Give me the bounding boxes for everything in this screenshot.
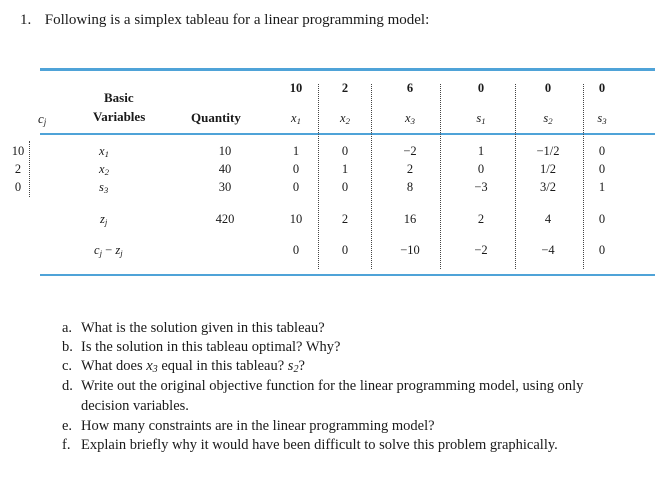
question-e: e. How many constraints are in the linear programming model? xyxy=(62,418,435,434)
row-basic-variable: $s_3$ xyxy=(99,180,109,195)
cell-x1: 0 xyxy=(292,180,300,194)
problem-text: Following is a simplex tableau for a linear programming model: xyxy=(44,12,430,28)
cell-s3: 0 xyxy=(598,144,606,158)
question-d: d. Write out the original objective function for the linear programming model, using only xyxy=(62,378,584,394)
zj-s3: 0 xyxy=(598,212,606,226)
question-f: f. Explain briefly why it would have been difficult to solve this problem graphically. xyxy=(62,437,558,453)
cell-s3: 0 xyxy=(598,162,606,176)
coef-s1: 0 xyxy=(477,81,485,95)
cz-x2: 0 xyxy=(341,243,349,257)
cz-x3: −10 xyxy=(400,243,420,257)
question-d-continued: decision variables. xyxy=(81,398,189,414)
col-header-s2: $s_2$ xyxy=(543,111,553,126)
problem-number: 1. xyxy=(20,12,32,28)
coef-x2: 2 xyxy=(341,81,349,95)
cj-minus-zj-label: $c_j - z_j$ xyxy=(94,243,123,258)
tableau-header-rule xyxy=(40,133,655,135)
col-header-s3: $s_3$ xyxy=(597,111,607,126)
row-cj: 2 xyxy=(14,162,22,176)
cz-s3: 0 xyxy=(598,243,606,257)
col-header-x2: $x_2$ xyxy=(340,111,350,126)
col-header-x1: $x_1$ xyxy=(291,111,301,126)
cell-x2: 0 xyxy=(341,180,349,194)
question-c: c. What does $x_3$ equal in this tableau? $s_2$? xyxy=(62,358,305,375)
zj-quantity: 420 xyxy=(215,212,235,226)
cell-s2: 1/2 xyxy=(540,162,556,176)
question-b: b. Is the solution in this tableau optimal? Why? xyxy=(62,339,341,355)
coef-x1: 10 xyxy=(289,81,303,95)
cell-s2: −1/2 xyxy=(536,144,560,158)
problem-statement xyxy=(20,12,429,29)
cell-s2: 3/2 xyxy=(540,180,556,194)
row-quantity: 40 xyxy=(218,162,232,176)
coef-x3: 6 xyxy=(406,81,414,95)
tableau-body-rule xyxy=(40,274,655,276)
cz-s1: −2 xyxy=(474,243,488,257)
cell-s1: 0 xyxy=(477,162,485,176)
row-basic-variable: $x_2$ xyxy=(99,162,109,177)
row-cj: 10 xyxy=(11,144,25,158)
zj-x2: 2 xyxy=(341,212,349,226)
question-a: a. What is the solution given in this tableau? xyxy=(62,320,325,336)
cell-x2: 0 xyxy=(341,144,349,158)
coef-s3: 0 xyxy=(598,81,606,95)
cell-s3: 1 xyxy=(598,180,606,194)
x2-x3-divider xyxy=(371,84,372,269)
row-quantity: 10 xyxy=(218,144,232,158)
zj-x3: 16 xyxy=(403,212,417,226)
x3-s1-divider xyxy=(440,84,441,269)
cell-x2: 1 xyxy=(341,162,349,176)
coef-s2: 0 xyxy=(544,81,552,95)
cell-x1: 0 xyxy=(292,162,300,176)
cj-column-label: $c_j$ xyxy=(38,111,47,127)
cell-x3: −2 xyxy=(403,144,417,158)
x1-x2-divider xyxy=(318,84,319,269)
row-cj: 0 xyxy=(14,180,22,194)
cz-s2: −4 xyxy=(541,243,555,257)
variables-label: Variables xyxy=(93,109,146,124)
row-quantity: 30 xyxy=(218,180,232,194)
quantity-label: Quantity xyxy=(191,110,241,125)
zj-x1: 10 xyxy=(289,212,303,226)
col-header-s1: $s_1$ xyxy=(476,111,486,126)
zj-s1: 2 xyxy=(477,212,485,226)
basic-label: Basic xyxy=(104,90,134,105)
cell-x3: 8 xyxy=(406,180,414,194)
tableau-top-rule xyxy=(40,68,655,71)
row-basic-variable: $x_1$ xyxy=(99,144,109,159)
cell-s1: −3 xyxy=(474,180,488,194)
cell-x1: 1 xyxy=(292,144,300,158)
col-header-x3: $x_3$ xyxy=(405,111,415,126)
s1-s2-divider xyxy=(515,84,516,269)
zj-s2: 4 xyxy=(544,212,552,226)
cell-x3: 2 xyxy=(406,162,414,176)
cz-x1: 0 xyxy=(292,243,300,257)
cell-s1: 1 xyxy=(477,144,485,158)
zj-label: $z_j$ xyxy=(100,212,108,227)
